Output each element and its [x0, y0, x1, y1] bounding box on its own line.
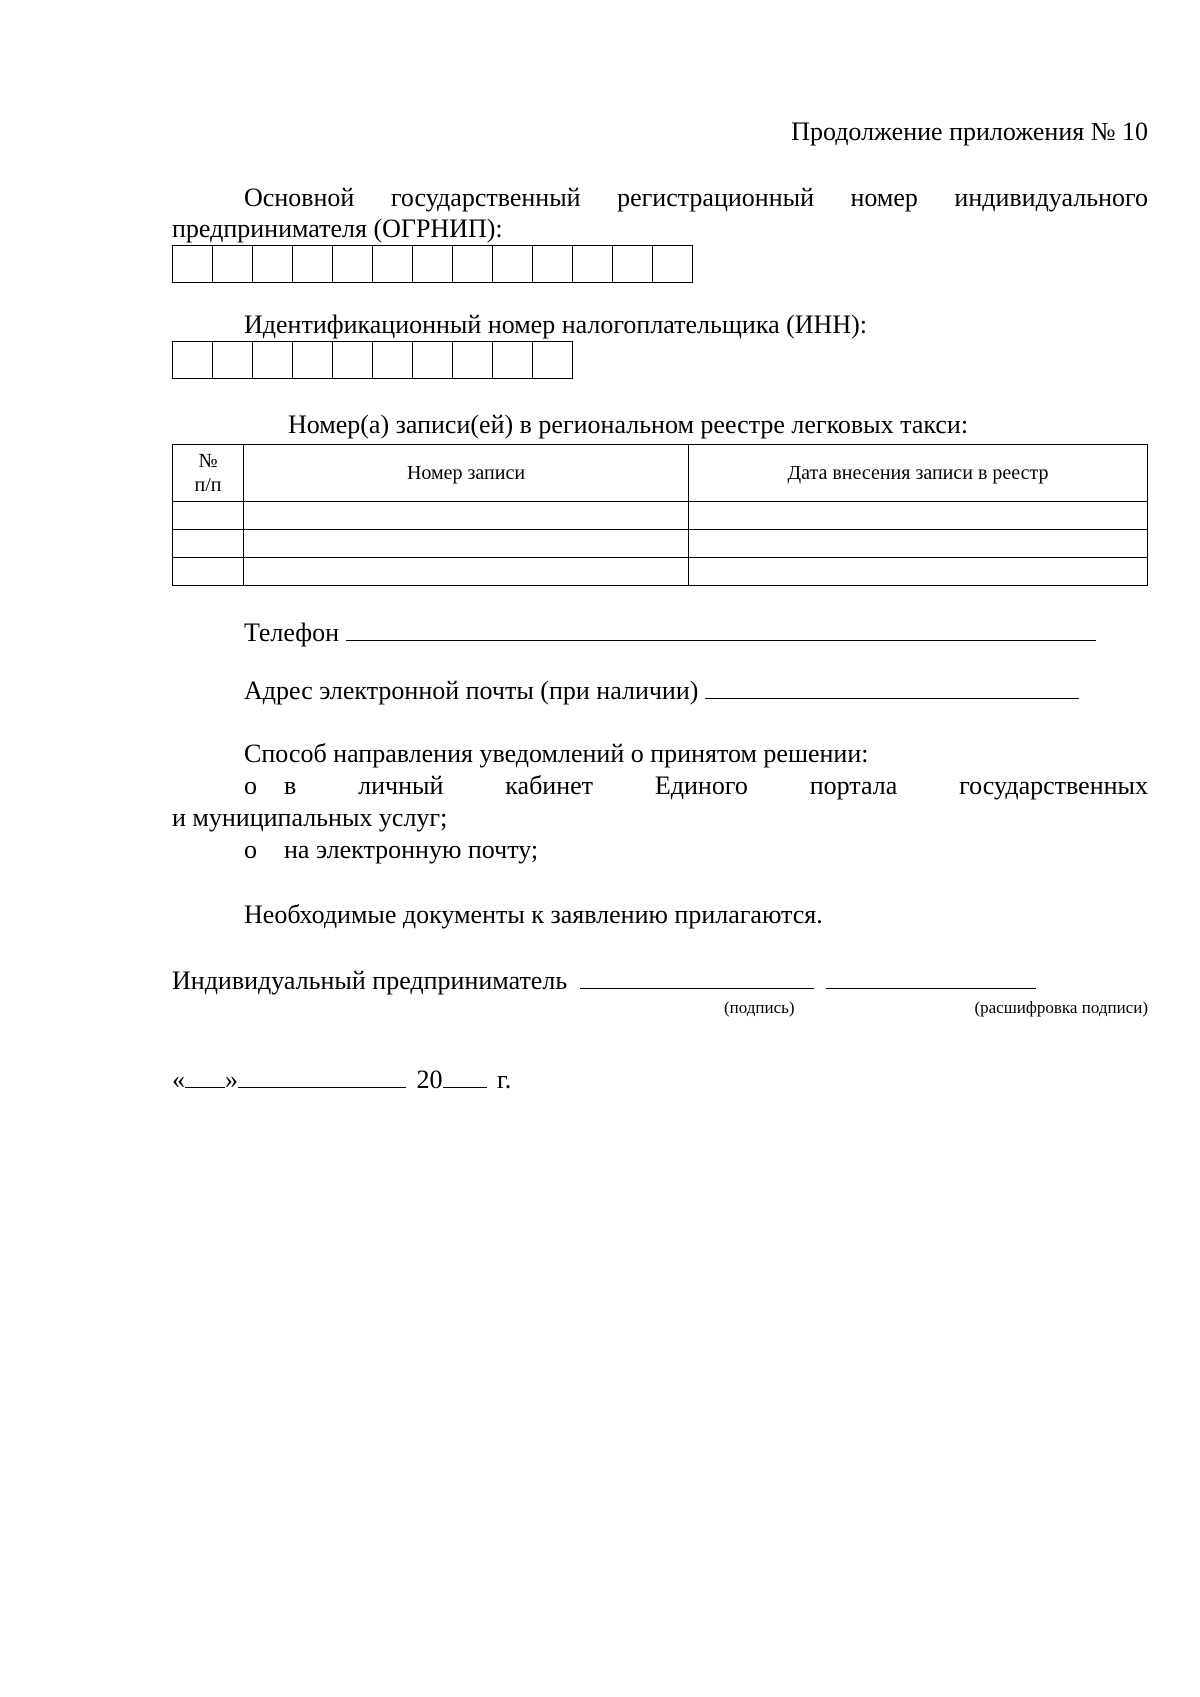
- num-header: [173, 445, 244, 502]
- radio-bullet-icon[interactable]: o: [244, 835, 257, 864]
- table-cell[interactable]: [689, 558, 1148, 586]
- notify-option-1-label: в личный кабинет Единого портала государственных: [284, 771, 1148, 800]
- table-cell[interactable]: [173, 502, 244, 530]
- phone-field[interactable]: [346, 616, 1096, 641]
- table-cell[interactable]: [689, 530, 1148, 558]
- ogrnip-cell[interactable]: [293, 245, 333, 283]
- table-cell[interactable]: [173, 530, 244, 558]
- email-row: [244, 674, 1079, 707]
- table-row: [173, 530, 1148, 558]
- notify-option-2[interactable]: [244, 834, 538, 866]
- inn-label: Идентификационный номер налогоплательщика (ИНН):: [244, 310, 867, 339]
- date-open-quote: «: [172, 1065, 185, 1094]
- ogrnip-cell[interactable]: [333, 245, 373, 283]
- registry-title: Номер(а) записи(ей) в региональном реестре легковых такси:: [288, 410, 969, 439]
- ogrnip-cell[interactable]: [493, 245, 533, 283]
- phone-row: [244, 616, 1096, 649]
- inn-input-cells[interactable]: [172, 341, 573, 379]
- date-month-field[interactable]: [238, 1063, 406, 1088]
- record-number-header: Номер записи: [244, 445, 689, 502]
- table-cell[interactable]: [244, 502, 689, 530]
- ogrnip-label-line1: Основной государственный регистрационный номер индивидуального: [244, 183, 1148, 212]
- inn-cell[interactable]: [173, 341, 213, 379]
- inn-cell[interactable]: [493, 341, 533, 379]
- continuation-header: Продолжение приложения № 10: [791, 117, 1148, 146]
- ogrnip-label-line2: предпринимателя (ОГРНИП):: [172, 214, 503, 243]
- registry-header-row: [173, 445, 1148, 502]
- notify-option-1-cont: и муниципальных услуг;: [172, 803, 448, 832]
- inn-cell[interactable]: [293, 341, 333, 379]
- table-cell[interactable]: [244, 530, 689, 558]
- signature-label: Индивидуальный предприниматель: [172, 966, 568, 995]
- date-day-field[interactable]: [185, 1063, 225, 1088]
- date-year-prefix: 20: [416, 1065, 443, 1094]
- inn-cell[interactable]: [253, 341, 293, 379]
- table-cell[interactable]: [689, 502, 1148, 530]
- email-label: Адрес электронной почты (при наличии): [244, 676, 699, 705]
- ogrnip-cell[interactable]: [373, 245, 413, 283]
- ogrnip-input-cells[interactable]: [172, 245, 693, 283]
- inn-cell[interactable]: [533, 341, 573, 379]
- radio-bullet-icon[interactable]: o: [244, 771, 257, 800]
- signature-decode-caption: (расшифровка подписи): [974, 998, 1148, 1017]
- inn-cell[interactable]: [413, 341, 453, 379]
- ogrnip-cell[interactable]: [653, 245, 693, 283]
- table-cell[interactable]: [244, 558, 689, 586]
- registry-table: [172, 444, 1148, 586]
- table-row: [173, 558, 1148, 586]
- signature-row: [172, 964, 1036, 997]
- inn-cell[interactable]: [333, 341, 373, 379]
- ogrnip-cell[interactable]: [533, 245, 573, 283]
- ogrnip-cell[interactable]: [613, 245, 653, 283]
- notify-option-2-label: на электронную почту;: [284, 835, 539, 864]
- ogrnip-cell[interactable]: [253, 245, 293, 283]
- attachments-note: Необходимые документы к заявлению прилагаются.: [244, 900, 823, 929]
- signature-field[interactable]: [580, 964, 814, 989]
- num-header-top: №: [198, 450, 218, 472]
- ogrnip-cell[interactable]: [413, 245, 453, 283]
- signature-decode-field[interactable]: [826, 964, 1036, 989]
- notify-option-1[interactable]: [244, 770, 1148, 802]
- table-cell[interactable]: [173, 558, 244, 586]
- date-row: [172, 1063, 511, 1096]
- signature-caption: (подпись): [724, 998, 795, 1017]
- table-row: [173, 502, 1148, 530]
- ogrnip-cell[interactable]: [173, 245, 213, 283]
- ogrnip-cell[interactable]: [453, 245, 493, 283]
- inn-cell[interactable]: [373, 341, 413, 379]
- date-year-suffix: г.: [497, 1065, 512, 1094]
- record-date-header: Дата внесения записи в реестр: [689, 445, 1148, 502]
- date-close-quote: »: [225, 1065, 238, 1094]
- inn-cell[interactable]: [213, 341, 253, 379]
- date-year-field[interactable]: [443, 1063, 487, 1088]
- phone-label: Телефон: [244, 618, 340, 647]
- notify-title: Способ направления уведомлений о принятом решении:: [244, 739, 869, 768]
- num-header-bottom: п/п: [194, 474, 222, 496]
- inn-cell[interactable]: [453, 341, 493, 379]
- ogrnip-cell[interactable]: [213, 245, 253, 283]
- ogrnip-cell[interactable]: [573, 245, 613, 283]
- email-field[interactable]: [705, 674, 1079, 699]
